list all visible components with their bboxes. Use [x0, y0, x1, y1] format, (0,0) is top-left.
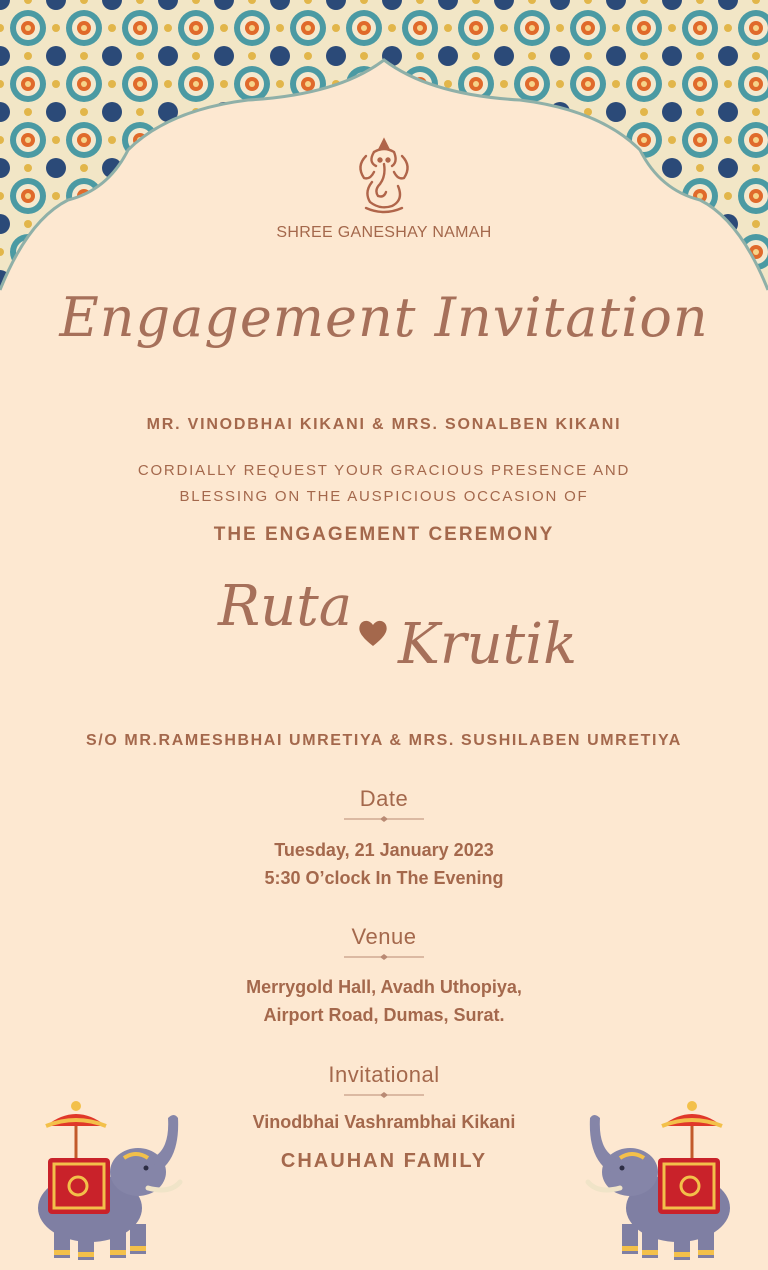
invitational-name: Vinodbhai Vashrambhai Kikani — [252, 1112, 516, 1132]
venue-divider — [344, 953, 424, 961]
elephant-left — [20, 1098, 190, 1268]
date-heading: Date — [359, 786, 409, 811]
request-line-2: BLESSING ON THE AUSPICIOUS OCCASION OF — [179, 488, 589, 505]
shree-ganeshay-namah: SHREE GANESHAY NAMAH — [276, 224, 492, 241]
date-divider — [344, 815, 424, 823]
venue-heading: Venue — [351, 924, 417, 949]
heart-icon — [356, 616, 390, 650]
family-name: CHAUHAN FAMILY — [280, 1150, 488, 1172]
date-details — [0, 836, 768, 892]
invitational-heading: Invitational — [328, 1062, 440, 1087]
groom-name: Krutik — [398, 612, 578, 677]
request-text — [0, 458, 768, 510]
bride-name: Ruta — [218, 574, 353, 639]
time-line: 5:30 O’clock In The Evening — [264, 868, 504, 888]
ceremony-title: THE ENGAGEMENT CEREMONY — [213, 524, 555, 545]
venue-line-1: Merrygold Hall, Avadh Uthopiya, — [246, 977, 522, 997]
invitational-divider — [344, 1091, 424, 1099]
elephant-right — [578, 1098, 748, 1268]
venue-line-2: Airport Road, Dumas, Surat. — [263, 1005, 505, 1025]
request-line-1: CORDIALLY REQUEST YOUR GRACIOUS PRESENCE AND — [137, 462, 631, 479]
venue-details — [0, 973, 768, 1029]
ganesha-icon — [352, 136, 416, 220]
groom-parents: S/O MR.RAMESHBHAI UMRETIYA & MRS. SUSHILABEN UMRETIYA — [86, 732, 682, 749]
host-names: MR. VINODBHAI KIKANI & MRS. SONALBEN KIKANI — [146, 416, 622, 433]
invitation-title: Engagement Invitation — [59, 286, 709, 349]
date-line: Tuesday, 21 January 2023 — [274, 840, 494, 860]
